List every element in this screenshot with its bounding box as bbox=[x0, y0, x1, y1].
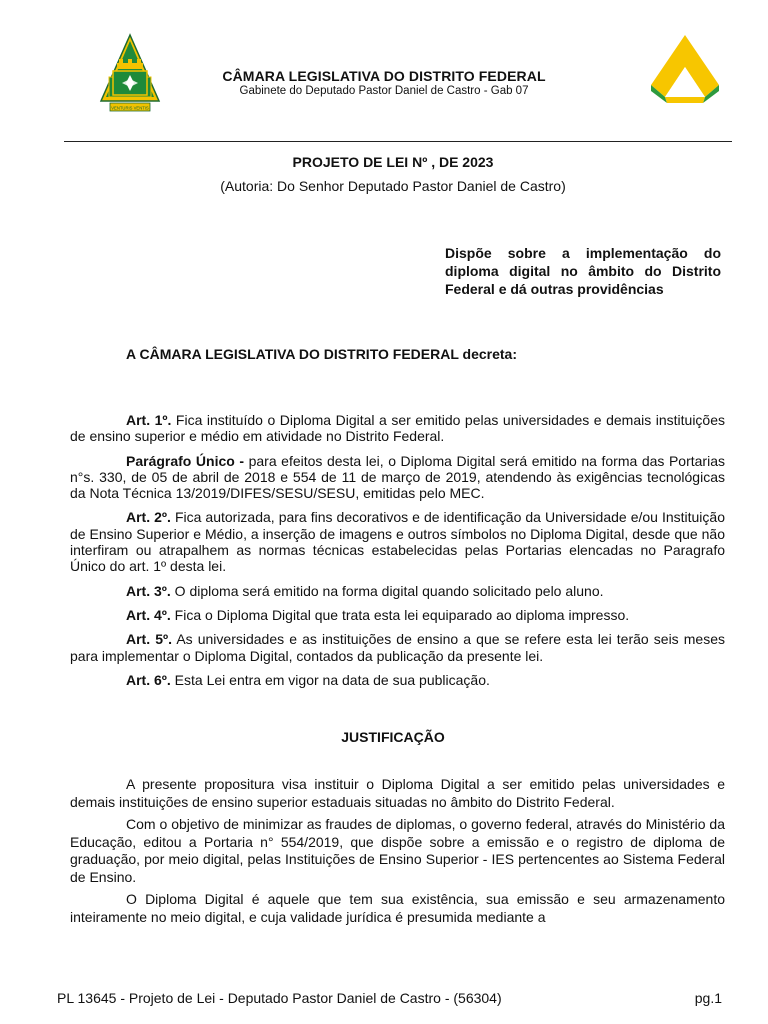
bill-title: PROJETO DE LEI Nº , DE 2023 bbox=[292, 154, 494, 170]
justification-paragraph: Com o objetivo de minimizar as fraudes de diplomas, o governo federal, através do Ministério da Educação, editou a Portaria n° 554/2019, que dispõe sobre a emissão e o registro de diploma de graduação, por meio digital, pelas Instituições de Ensino Superior - IES pertencentes ao Sistema Federal de Ensino. bbox=[70, 816, 725, 885]
article-text: As universidades e as instituições de ensino a que se refere esta lei terão seis meses para implementar o Diploma Digital, contados da publicação da presente lei. bbox=[70, 631, 725, 664]
article-text: Esta Lei entra em vigor na data de sua publicação. bbox=[170, 671, 490, 688]
article-1 bbox=[70, 412, 725, 445]
office-subtitle: Gabinete do Deputado Pastor Daniel de Castro - Gab 07 bbox=[239, 85, 529, 97]
justification-paragraph: A presente propositura visa instituir o Diploma Digital a ser emitido pelas universidades e demais instituições de ensino superior estaduais situadas no âmbito do Distrito Federal. bbox=[70, 776, 725, 810]
chamber-title: CÂMARA LEGISLATIVA DO DISTRITO FEDERAL bbox=[222, 68, 546, 84]
article-text: Fica instituído o Diploma Digital a ser emitido pelas universidades e demais instituições de ensino superior e médio em atividade no Distrito Federal. bbox=[70, 412, 725, 445]
article-text: para efeitos desta lei, o Diploma Digital será emitido na forma das Portarias n°s. 330, de 05 de abril de 2018 e 554 de 11 de março de 2019, atendendo às exigências tecnológicas da Nota Técnica 13/2019/DIFES/SESU/SESU, emitidas pelo MEC. bbox=[70, 452, 725, 502]
bill-authorship: (Autoria: Do Senhor Deputado Pastor Daniel de Castro) bbox=[220, 178, 566, 194]
justification-paragraph: O Diploma Digital é aquele que tem sua existência, sua emissão e seu armazenamento inteiramente no meio digital, e cuja validade jurídica é presumida mediante a bbox=[70, 891, 725, 925]
document-header bbox=[0, 0, 768, 145]
article-label: Art. 1º. bbox=[126, 412, 172, 428]
justification-section bbox=[70, 776, 725, 931]
article-label: Art. 3º. bbox=[126, 582, 171, 599]
article-label: Art. 4º. bbox=[126, 606, 171, 623]
bill-summary: Dispõe sobre a implementação do diploma digital no âmbito do Distrito Federal e dá outras providências bbox=[445, 245, 721, 297]
article-label: Art. 6º. bbox=[126, 671, 171, 688]
article-text: O diploma será emitido na forma digital quando solicitado pelo aluno. bbox=[170, 582, 604, 599]
article-4 bbox=[70, 607, 725, 623]
article-text: Fica autorizada, para fins decorativos e de identificação da Universidade e/ou Instituição de Ensino Superior e Médio, a inserção de imagens e outros símbolos no Diploma Digital, desde que não interfiram ou atrapalhem as normas técnicas estabelecidas pelas Portarias elencadas no Paragrafo Único do art. 1º desta lei. bbox=[70, 509, 725, 575]
enacting-clause: A CÂMARA LEGISLATIVA DO DISTRITO FEDERAL decreta: bbox=[126, 346, 517, 362]
article-label: Art. 5º. bbox=[126, 631, 172, 648]
article-label: Art. 2º. bbox=[126, 509, 171, 526]
article-6 bbox=[70, 672, 725, 688]
article-text: Fica o Diploma Digital que trata esta lei equiparado ao diploma impresso. bbox=[170, 606, 630, 623]
article-5 bbox=[70, 631, 725, 664]
article-label: Parágrafo Único - bbox=[126, 452, 245, 469]
article-2 bbox=[70, 509, 725, 574]
article-3 bbox=[70, 583, 725, 599]
header-divider bbox=[64, 141, 732, 142]
justification-heading: JUSTIFICAÇÃO bbox=[341, 729, 445, 745]
article-1-sole-paragraph bbox=[70, 453, 725, 502]
svg-text:VENTURIS VENTIS: VENTURIS VENTIS bbox=[111, 105, 149, 111]
page-number: pg.1 bbox=[694, 990, 722, 1006]
articles-section bbox=[70, 412, 725, 696]
footer-document-id: PL 13645 - Projeto de Lei - Deputado Pastor Daniel de Castro - (56304) bbox=[57, 990, 502, 1006]
